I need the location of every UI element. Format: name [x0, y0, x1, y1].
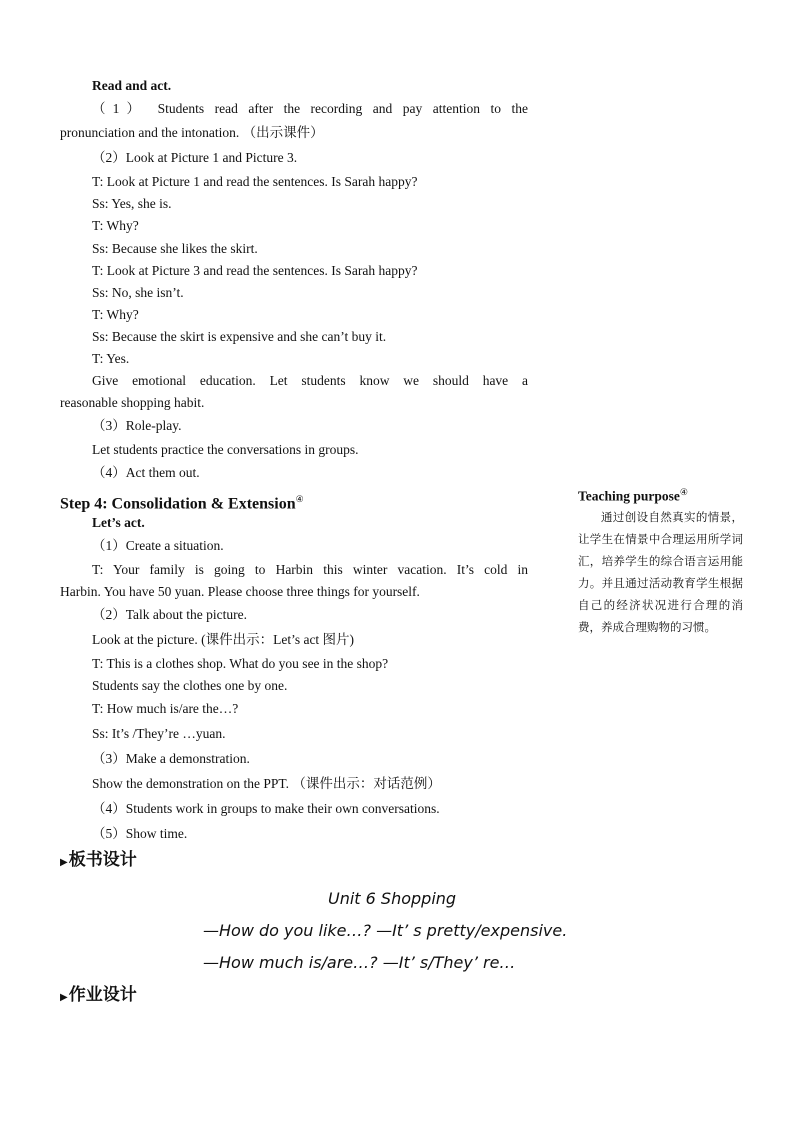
board-design-title: 板书设计 [68, 850, 137, 870]
dialogue-line: T: Why? [92, 307, 139, 322]
emotional-education-line-b: reasonable shopping habit. [60, 395, 205, 410]
triangle-bullet-icon: ▶ [60, 857, 68, 868]
lets-act-heading: Let’s act. [92, 515, 145, 530]
step-4-item-1: （1）Create a situation. [92, 538, 224, 553]
dialogue-line: Students say the clothes one by one. [92, 678, 288, 693]
triangle-bullet-icon: ▶ [60, 992, 68, 1003]
dialogue-line: Ss: It’s /They’re …yuan. [92, 726, 226, 741]
board-design-heading [60, 850, 137, 873]
dialogue-line: T: This is a clothes shop. What do you see in the shop? [92, 656, 389, 671]
read-and-act-heading: Read and act. [92, 78, 172, 93]
instruction-4: （4）Act them out. [92, 465, 200, 480]
dialogue-line: Ss: No, she isn’t. [92, 285, 184, 300]
dialogue-line: T: Look at Picture 1 and read the sentences. Is Sarah happy? [92, 174, 418, 189]
step-4-item-2: （2）Talk about the picture. [92, 607, 248, 622]
footnote-marker: ④ [679, 487, 688, 497]
board-line: —How do you like…? —It’ s pretty/expensive. [203, 921, 568, 940]
emotional-education-line-a: Give emotional education. Let students know we should have a [92, 373, 528, 388]
step-4-item-5: （5）Show time. [92, 826, 188, 841]
homework-title: 作业设计 [68, 985, 137, 1005]
situation-line-a: T: Your family is going to Harbin this winter vacation. It’s cold in [92, 562, 528, 577]
dialogue-line: T: Why? [92, 218, 139, 233]
instruction-1-line-b: pronunciation and the intonation. （出示课件） [60, 125, 324, 140]
step-4-item-3: （3）Make a demonstration. [92, 751, 250, 766]
board-title: Unit 6 Shopping [328, 889, 457, 908]
instruction-3: （3）Role-play. [92, 418, 182, 433]
teaching-purpose-title: Teaching purpose [578, 488, 680, 504]
teaching-purpose-text: 通过创设自然真实的情景，让学生在情景中合理运用所学词汇，培养学生的综合语言运用能力。并且通过活动教育学生根据自己的经济状况进行合理的消费，养成合理购物的习惯。 [578, 510, 743, 634]
teaching-purpose-heading [578, 483, 688, 506]
dialogue-line: Ss: Because the skirt is expensive and she can’t buy it. [92, 329, 387, 344]
step-4-heading [60, 489, 304, 514]
step-4-title: Step 4: Consolidation & Extension [60, 495, 296, 513]
instruction-3-text: Let students practice the conversations in groups. [92, 442, 359, 457]
situation-line-b: Harbin. You have 50 yuan. Please choose three things for yourself. [60, 584, 420, 599]
instruction-2: （2）Look at Picture 1 and Picture 3. [92, 150, 298, 165]
step-4-item-4: （4）Students work in groups to make their own conversations. [92, 801, 440, 816]
homework-heading [60, 985, 137, 1008]
board-line: —How much is/are…? —It’ s/They’ re… [203, 953, 516, 972]
dialogue-line: Ss: Yes, she is. [92, 196, 172, 211]
instruction-1-line-a: （1） Students read after the recording and pay attention to the [92, 101, 528, 116]
footnote-marker: ④ [295, 494, 304, 504]
picture-instruction: Look at the picture. (课件出示：Let’s act 图片) [92, 632, 355, 647]
dialogue-line: Ss: Because she likes the skirt. [92, 241, 258, 256]
demonstration-text: Show the demonstration on the PPT. （课件出示：对话范例） [92, 776, 441, 791]
dialogue-line: T: Yes. [92, 351, 130, 366]
dialogue-line: T: How much is/are the…? [92, 701, 239, 716]
dialogue-line: T: Look at Picture 3 and read the sentences. Is Sarah happy? [92, 263, 418, 278]
